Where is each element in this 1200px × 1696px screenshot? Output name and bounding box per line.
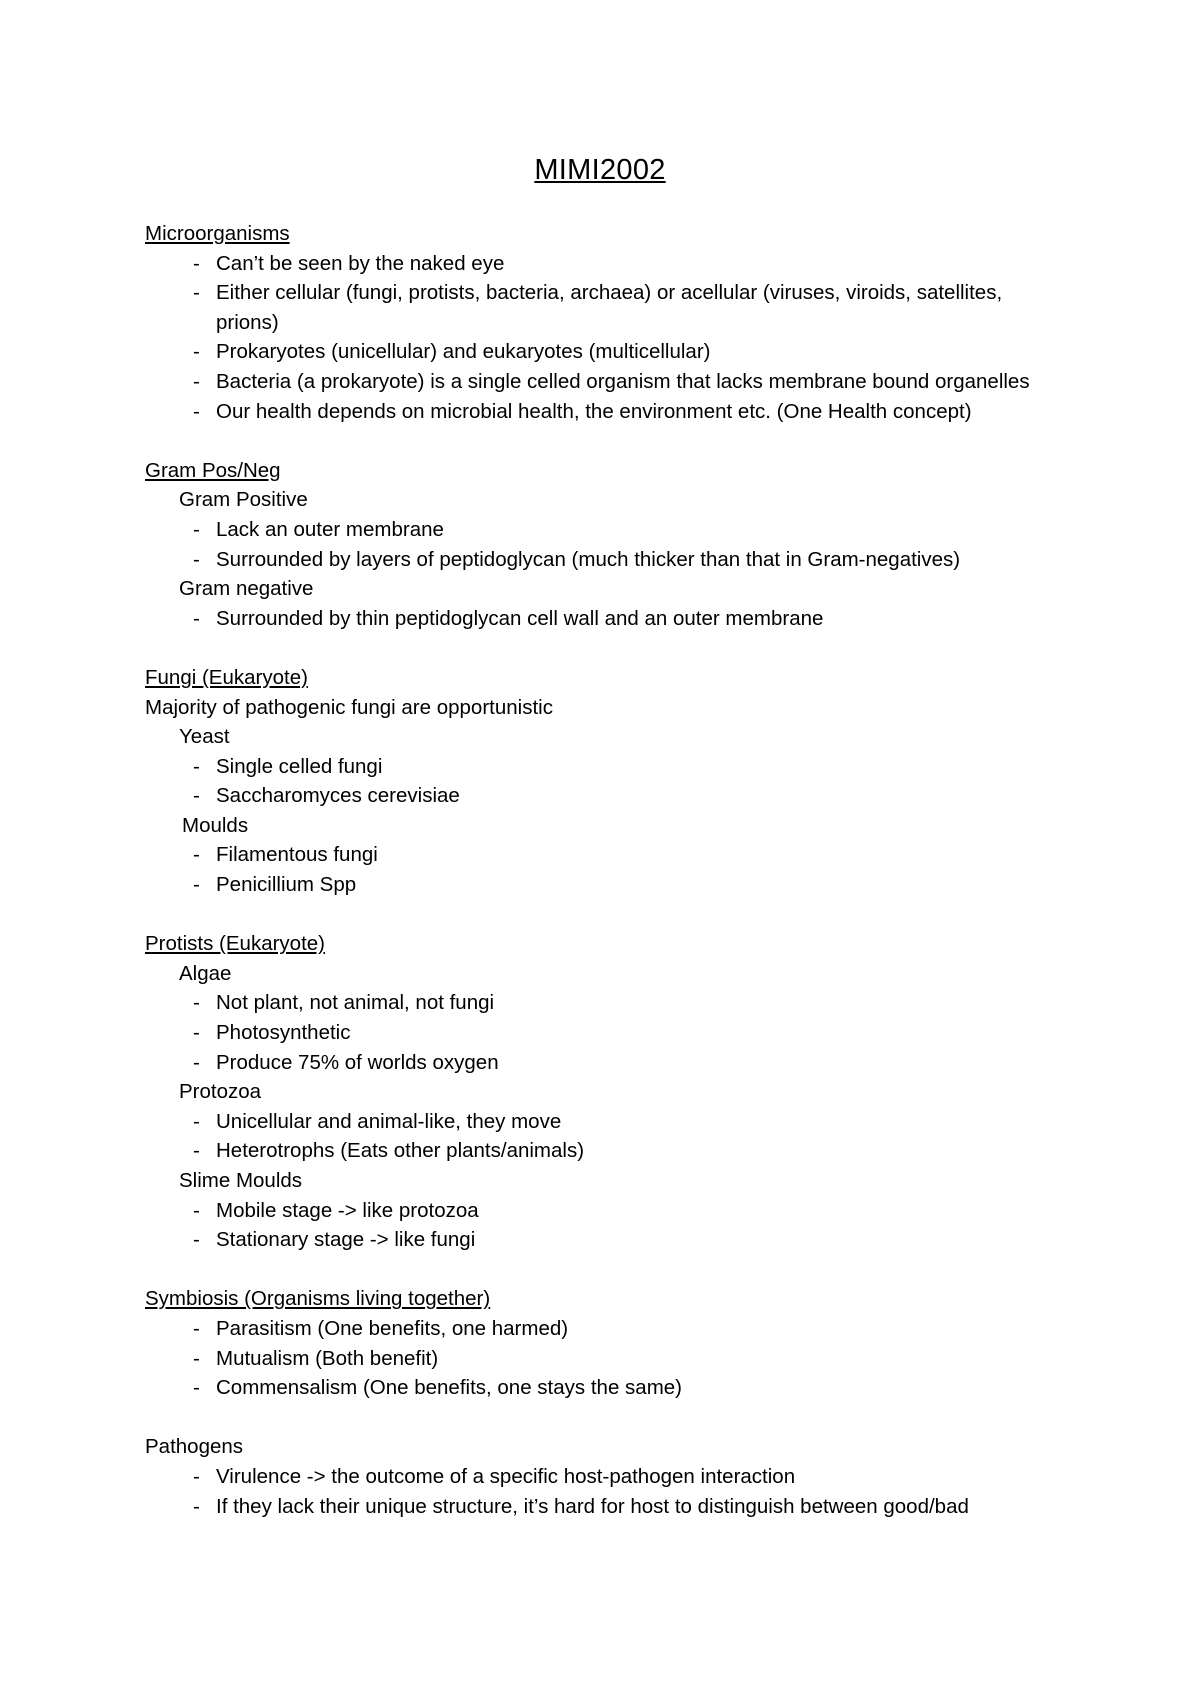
subheading-moulds: Moulds	[182, 813, 249, 837]
list-item: - Mobile stage -> like protozoa	[193, 1198, 479, 1222]
section-heading-gram: Gram Pos/Neg	[145, 458, 281, 482]
subheading-yeast: Yeast	[179, 725, 230, 749]
spacer	[145, 633, 1105, 663]
list-item: - Commensalism (One benefits, one stays the same)	[193, 1376, 682, 1400]
list-item: - Parasitism (One benefits, one harmed)	[193, 1316, 569, 1340]
subheading-protozoa: Protozoa	[179, 1080, 262, 1104]
subheading-algae: Algae	[179, 961, 232, 985]
list-item: - Virulence -> the outcome of a specific host-pathogen interaction	[193, 1464, 796, 1488]
list-item: - Our health depends on microbial health, the environment etc. (One Health concept)	[193, 399, 972, 423]
subheading-gram-negative: Gram negative	[179, 577, 314, 601]
section-heading-symbiosis: Symbiosis (Organisms living together)	[145, 1287, 491, 1311]
list-item: - Produce 75% of worlds oxygen	[193, 1050, 499, 1074]
spacer	[145, 1255, 1105, 1285]
list-item: - Surrounded by thin peptidoglycan cell wall and an outer membrane	[193, 606, 824, 630]
section-heading-fungi: Fungi (Eukaryote)	[145, 665, 308, 689]
subheading-slime-moulds: Slime Moulds	[179, 1169, 303, 1192]
list-item: - Either cellular (fungi, protists, bacteria, archaea) or acellular (viruses, viroids, satellites, prions)	[193, 281, 1003, 334]
list-item: - Not plant, not animal, not fungi	[193, 991, 495, 1015]
list-item: - Mutualism (Both benefit)	[193, 1346, 439, 1370]
list-item: - Unicellular and animal-like, they move	[193, 1109, 562, 1133]
list-item: - Filamentous fungi	[193, 843, 378, 867]
section-heading-protists: Protists (Eukaryote)	[145, 932, 325, 956]
list-item: - Photosynthetic	[193, 1021, 351, 1045]
spacer	[145, 426, 1105, 456]
notes-body	[145, 219, 1105, 1521]
list-item: - Can’t be seen by the naked eye	[193, 251, 505, 275]
page-title: MIMI2002	[534, 154, 666, 186]
list-item: - If they lack their unique structure, it’s hard for host to distinguish between good/bad	[193, 1494, 969, 1518]
section-heading-microorganisms: Microorganisms	[145, 222, 290, 245]
section-heading-pathogens: Pathogens	[145, 1435, 244, 1459]
fungi-intro: Majority of pathogenic fungi are opportunistic	[145, 695, 553, 719]
list-item: - Saccharomyces cerevisiae	[193, 784, 460, 808]
list-item: - Prokaryotes (unicellular) and eukaryotes (multicellular)	[193, 340, 711, 364]
list-item: - Lack an outer membrane	[193, 517, 444, 541]
list-item: - Heterotrophs (Eats other plants/animals)	[193, 1139, 585, 1163]
spacer	[145, 1403, 1105, 1433]
list-item: - Stationary stage -> like fungi	[193, 1228, 476, 1252]
spacer	[145, 900, 1105, 930]
list-item: - Bacteria (a prokaryote) is a single celled organism that lacks membrane bound organelles	[193, 369, 1030, 393]
list-item: - Single celled fungi	[193, 754, 383, 778]
list-item: - Surrounded by layers of peptidoglycan (much thicker than that in Gram-negatives)	[193, 547, 961, 571]
list-item: - Penicillium Spp	[193, 873, 357, 897]
subheading-gram-positive: Gram Positive	[179, 488, 308, 512]
